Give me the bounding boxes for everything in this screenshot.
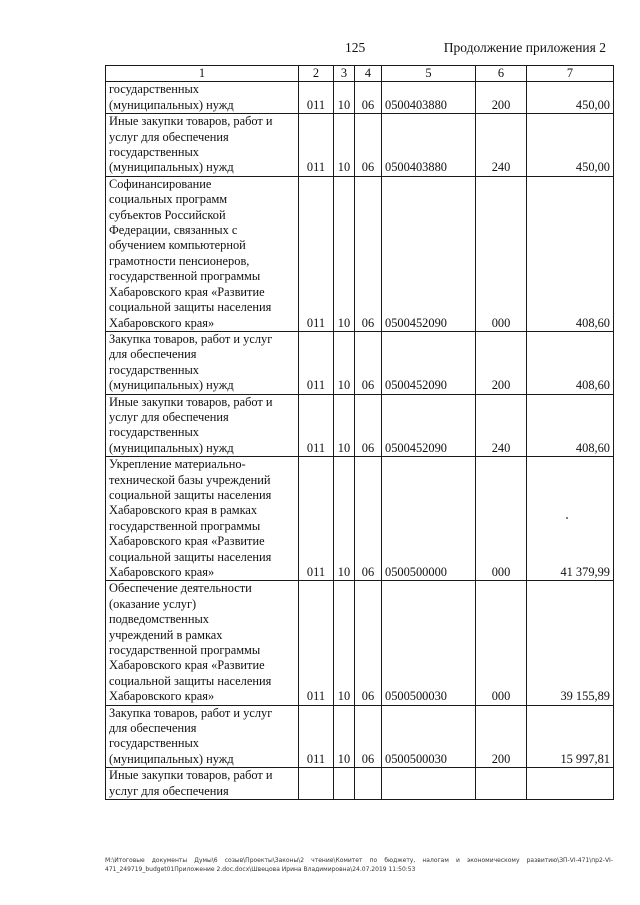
expense-name-line: подведомственных bbox=[109, 612, 209, 627]
subsection-code-cell: 06 bbox=[355, 176, 382, 331]
ministry-code-cell: 011 bbox=[299, 457, 334, 581]
table-row bbox=[106, 394, 614, 457]
expense-name-line: государственных bbox=[109, 145, 200, 160]
expense-name-line: Иные закупки товаров, работ и bbox=[109, 768, 273, 783]
section-code-cell: 10 bbox=[334, 705, 355, 768]
ministry-code-cell: 011 bbox=[299, 114, 334, 177]
amount-cell: 41 379,99 bbox=[527, 457, 614, 581]
ministry-code-cell: 011 bbox=[299, 331, 334, 394]
subsection-code-cell: 06 bbox=[355, 705, 382, 768]
subsection-code-cell: 06 bbox=[355, 457, 382, 581]
subsection-code-cell: 06 bbox=[355, 114, 382, 177]
section-code-cell: 10 bbox=[334, 457, 355, 581]
target-article-cell: 0500403880 bbox=[382, 114, 476, 177]
table-row bbox=[106, 176, 614, 331]
expense-name-line: (муниципальных) нужд bbox=[109, 97, 234, 112]
target-article-cell: 0500500030 bbox=[382, 581, 476, 705]
expense-name-line: субъектов Российской bbox=[109, 207, 226, 222]
table-row bbox=[106, 457, 614, 581]
expense-name-line: государственной программы bbox=[109, 518, 261, 533]
expense-name-line: Укрепление материально- bbox=[109, 457, 246, 472]
section-code-cell: 10 bbox=[334, 114, 355, 177]
expense-name-line: социальной защиты населения bbox=[109, 549, 272, 564]
subsection-code-cell: 06 bbox=[355, 581, 382, 705]
page-header bbox=[0, 40, 640, 60]
expense-type-cell: 000 bbox=[476, 457, 527, 581]
expense-name-line: социальной защиты населения bbox=[109, 487, 272, 502]
expense-name-line: социальной защиты населения bbox=[109, 300, 272, 315]
expense-name-line: Хабаровского края» bbox=[109, 689, 215, 704]
expense-name-line: Хабаровского края «Развитие bbox=[109, 284, 265, 299]
table-row bbox=[106, 331, 614, 394]
budget-table bbox=[105, 65, 614, 800]
expense-name-line: Хабаровского края в рамках bbox=[109, 503, 258, 518]
subsection-code-cell: 06 bbox=[355, 82, 382, 114]
expense-name-line: социальной защиты населения bbox=[109, 673, 272, 688]
section-code-cell: 10 bbox=[334, 394, 355, 457]
amount-cell: 408,60 bbox=[527, 394, 614, 457]
target-article-cell: 0500500000 bbox=[382, 457, 476, 581]
page-number: 125 bbox=[345, 40, 366, 55]
table-row bbox=[106, 768, 614, 800]
expense-name-cell bbox=[106, 394, 299, 457]
column-number: 4 bbox=[355, 66, 382, 82]
expense-name-line: Хабаровского края» bbox=[109, 315, 215, 330]
section-code-cell: 10 bbox=[334, 176, 355, 331]
target-article-cell: 0500452090 bbox=[382, 394, 476, 457]
table-row bbox=[106, 114, 614, 177]
expense-name-line: Хабаровского края «Развитие bbox=[109, 534, 265, 549]
expense-name-line: (оказание услуг) bbox=[109, 596, 197, 611]
section-code-cell: 10 bbox=[334, 331, 355, 394]
expense-name-line: государственных bbox=[109, 362, 200, 377]
file-path-footer: М:\Итоговые документы Думы\6 созыв\Проекты\Законы\2 чтение\Комитет по бюджету, налогам и экономическому развитию\ЗП-VI-471\пр2-VI-471_249719_budget01Приложение 2.doc.docx\Швецова Ирина Владимировна\24.07.2019 11:50:53 bbox=[105, 857, 613, 873]
column-number: 6 bbox=[476, 66, 527, 82]
expense-name-line: учреждений в рамках bbox=[109, 627, 223, 642]
expense-name-line: государственной программы bbox=[109, 269, 261, 284]
column-number: 5 bbox=[382, 66, 476, 82]
expense-name-line: Федерации, связанных с bbox=[109, 223, 238, 238]
expense-name-line: государственных bbox=[109, 82, 200, 97]
column-number: 3 bbox=[334, 66, 355, 82]
expense-type-cell: 000 bbox=[476, 176, 527, 331]
expense-name-line: услуг для обеспечения bbox=[109, 129, 229, 144]
expense-name-line: Софинансирование bbox=[109, 176, 212, 191]
expense-type-cell: 240 bbox=[476, 394, 527, 457]
column-number: 2 bbox=[299, 66, 334, 82]
expense-name-line: для обеспечения bbox=[109, 347, 197, 362]
expense-name-line: Обеспечение деятельности bbox=[109, 581, 252, 596]
column-number: 7 bbox=[527, 66, 614, 82]
ministry-code-cell: 011 bbox=[299, 82, 334, 114]
ministry-code-cell: 011 bbox=[299, 394, 334, 457]
section-code-cell: 10 bbox=[334, 581, 355, 705]
target-article-cell: 0500452090 bbox=[382, 331, 476, 394]
target-article-cell: 0500500030 bbox=[382, 705, 476, 768]
scan-speck bbox=[566, 517, 568, 519]
expense-name-line: услуг для обеспечения bbox=[109, 409, 229, 424]
amount-cell: 450,00 bbox=[527, 114, 614, 177]
expense-name-cell bbox=[106, 457, 299, 581]
ministry-code-cell: 011 bbox=[299, 176, 334, 331]
expense-type-cell: 200 bbox=[476, 82, 527, 114]
expense-name-line: (муниципальных) нужд bbox=[109, 751, 234, 766]
expense-name-line: государственных bbox=[109, 736, 200, 751]
expense-type-cell: 240 bbox=[476, 114, 527, 177]
expense-type-cell: 200 bbox=[476, 705, 527, 768]
section-code-cell: 10 bbox=[334, 82, 355, 114]
expense-name-line: государственных bbox=[109, 425, 200, 440]
expense-type-cell: 200 bbox=[476, 331, 527, 394]
table-row bbox=[106, 705, 614, 768]
amount-cell: 450,00 bbox=[527, 82, 614, 114]
expense-type-cell bbox=[476, 768, 527, 800]
expense-name-cell bbox=[106, 331, 299, 394]
expense-name-line: обучением компьютерной bbox=[109, 238, 246, 253]
subsection-code-cell: 06 bbox=[355, 331, 382, 394]
expense-name-line: (муниципальных) нужд bbox=[109, 160, 234, 175]
expense-name-cell bbox=[106, 114, 299, 177]
amount-cell: 408,60 bbox=[527, 176, 614, 331]
column-number-row bbox=[106, 66, 614, 82]
expense-name-line: грамотности пенсионеров, bbox=[109, 253, 250, 268]
expense-type-cell: 000 bbox=[476, 581, 527, 705]
expense-name-line: государственной программы bbox=[109, 643, 261, 658]
target-article-cell: 0500452090 bbox=[382, 176, 476, 331]
expense-name-line: социальных программ bbox=[109, 192, 228, 207]
amount-cell: 15 997,81 bbox=[527, 705, 614, 768]
column-number: 1 bbox=[106, 66, 299, 82]
expense-name-cell bbox=[106, 705, 299, 768]
expense-name-cell bbox=[106, 768, 299, 800]
expense-name-cell bbox=[106, 581, 299, 705]
expense-name-cell bbox=[106, 82, 299, 114]
table-row bbox=[106, 82, 614, 114]
target-article-cell: 0500403880 bbox=[382, 82, 476, 114]
expense-name-line: Хабаровского края» bbox=[109, 565, 215, 579]
expense-name-line: услуг для обеспечения bbox=[109, 783, 229, 798]
target-article-cell bbox=[382, 768, 476, 800]
expense-name-line: Хабаровского края «Развитие bbox=[109, 658, 265, 673]
ministry-code-cell bbox=[299, 768, 334, 800]
ministry-code-cell: 011 bbox=[299, 705, 334, 768]
expense-name-line: Закупка товаров, работ и услуг bbox=[109, 331, 273, 346]
expense-name-cell bbox=[106, 176, 299, 331]
continuation-title: Продолжение приложения 2 bbox=[443, 40, 606, 55]
expense-name-line: (муниципальных) нужд bbox=[109, 440, 234, 455]
subsection-code-cell bbox=[355, 768, 382, 800]
ministry-code-cell: 011 bbox=[299, 581, 334, 705]
expense-name-line: (муниципальных) нужд bbox=[109, 378, 234, 393]
amount-cell: 408,60 bbox=[527, 331, 614, 394]
expense-name-line: Иные закупки товаров, работ и bbox=[109, 114, 273, 129]
amount-cell bbox=[527, 768, 614, 800]
subsection-code-cell: 06 bbox=[355, 394, 382, 457]
amount-cell: 39 155,89 bbox=[527, 581, 614, 705]
expense-name-line: технической базы учреждений bbox=[109, 472, 271, 487]
table-row bbox=[106, 581, 614, 705]
section-code-cell bbox=[334, 768, 355, 800]
expense-name-line: для обеспечения bbox=[109, 721, 197, 736]
expense-name-line: Иные закупки товаров, работ и bbox=[109, 394, 273, 409]
expense-name-line: Закупка товаров, работ и услуг bbox=[109, 705, 273, 720]
